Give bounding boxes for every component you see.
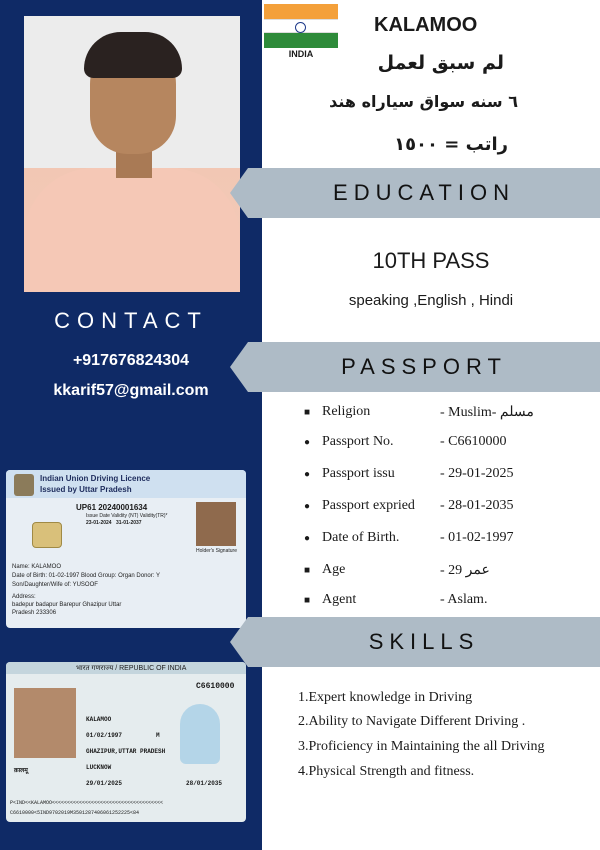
bullet-icon: ● — [304, 501, 311, 512]
passport-signature: क़ालमू — [14, 767, 28, 774]
detail-value: - 28-01-2035 — [440, 498, 514, 513]
flag-white — [264, 19, 338, 34]
chip-icon — [32, 522, 62, 548]
passport-surname: KALAMOO — [86, 716, 112, 723]
passport-dob: 01/02/1997 — [86, 732, 123, 739]
photo-hair — [84, 32, 182, 78]
licence-photo — [196, 502, 236, 546]
flag-green — [264, 33, 338, 48]
detail-label: Passport expried — [322, 498, 415, 513]
bullet-icon: ■ — [304, 565, 311, 576]
india-flag-icon — [264, 4, 338, 48]
detail-religion — [304, 404, 594, 426]
detail-passport-expiry — [304, 498, 594, 520]
licence-date-labels: Issue Date Validity (NT) Validity(TR)* — [86, 513, 168, 519]
bullet-icon: ■ — [304, 595, 311, 606]
education-banner — [248, 168, 600, 218]
licence-name: Name: KALAMOO — [12, 564, 62, 570]
urdu-line-2: ٦ سنه سواق سياراه هند — [329, 92, 518, 111]
bullet-icon: ■ — [304, 407, 311, 418]
licence-address-label: Address: — [12, 594, 36, 600]
education-heading: EDUCATION — [333, 180, 515, 205]
licence-signature-label: Holder's Signature — [196, 548, 237, 554]
passport-banner — [248, 342, 600, 392]
detail-value: - C6610000 — [440, 434, 507, 449]
skill-item: 1.Expert knowledge in Driving — [298, 690, 473, 705]
detail-value: - 29-01-2025 — [440, 466, 514, 481]
passport-header: भारत गणराज्य / REPUBLIC OF INDIA — [76, 665, 187, 672]
skill-item: 4.Physical Strength and fitness. — [298, 764, 475, 779]
languages: speaking ,English , Hindi — [348, 292, 514, 309]
skills-banner — [248, 617, 600, 667]
licence-dob: Date of Birth: 01-02-1997 Blood Group: Organ Donor: Y — [12, 573, 160, 579]
bullet-icon: ● — [304, 437, 311, 448]
licence-relation: Son/Daughter/Wife of: YUSOOF — [12, 582, 98, 588]
skills-heading: SKILLS — [368, 629, 480, 654]
flag-saffron — [264, 4, 338, 19]
contact-email[interactable]: kkarif57@gmail.com — [53, 382, 209, 399]
urdu-line-1: لم سبق لعمل — [377, 52, 504, 74]
contact-heading: CONTACT — [54, 308, 208, 333]
detail-passport-issue — [304, 466, 594, 488]
passport-image-number: C6610000 — [196, 682, 235, 691]
detail-label: Passport issu — [322, 466, 395, 481]
chakra-icon — [295, 22, 306, 33]
detail-value: - Muslim- مسلم — [440, 405, 534, 420]
licence-validity: 31-01-2037 — [116, 520, 142, 526]
passport-sex: M — [156, 732, 160, 739]
detail-value: - 29 عمر — [440, 563, 490, 578]
banner-arrow — [230, 617, 248, 667]
licence-title: Indian Union Driving Licence — [40, 474, 151, 483]
photo-shirt — [24, 168, 240, 292]
detail-value: - Aslam. — [440, 592, 488, 607]
flag-caption: INDIA — [288, 49, 314, 59]
passport-mrz-1: P<IND<<KALAMOO<<<<<<<<<<<<<<<<<<<<<<<<<<<<<<<<<<<<< — [10, 800, 164, 806]
passport-expiry-date: 28/01/2035 — [186, 780, 223, 787]
licence-issue-date: 23-01-2024 — [86, 520, 112, 526]
detail-passport-no — [304, 434, 594, 456]
banner-arrow — [230, 168, 248, 218]
licence-issuer: Issued by Uttar Pradesh — [40, 485, 132, 494]
passport-issue-date: 29/01/2025 — [86, 780, 123, 787]
detail-label: Agent — [322, 592, 357, 607]
passport-heading: PASSPORT — [341, 354, 507, 379]
education-level: 10TH PASS — [372, 248, 490, 273]
licence-address-2: Pradesh 233306 — [12, 610, 57, 616]
detail-label: Date of Birth. — [322, 530, 400, 545]
detail-agent — [304, 592, 594, 614]
detail-date-of-birth — [304, 530, 594, 552]
licence-address-1: badepur badapur Barepur Ghazipur Uttar — [12, 602, 122, 608]
banner-arrow — [230, 342, 248, 392]
skill-item: 3.Proficiency in Maintaining the all Driving — [298, 739, 545, 754]
detail-label: Age — [322, 562, 346, 577]
skill-item: 2.Ability to Navigate Different Driving . — [298, 714, 526, 729]
detail-value: - 01-02-1997 — [440, 530, 514, 545]
bullet-icon: ● — [304, 469, 311, 480]
detail-age — [304, 562, 594, 584]
profile-photo — [24, 16, 240, 292]
licence-number: UP61 20240001634 — [76, 503, 148, 512]
passport-place-of-birth: GHAZIPUR,UTTAR PRADESH — [86, 748, 166, 755]
passport-mrz-2: C6610000<5IND9702019M3501287406061252225<84 — [10, 810, 140, 816]
detail-label: Passport No. — [322, 434, 394, 449]
emblem-icon — [14, 474, 34, 496]
urdu-line-3: راتب = ١٥٠٠ — [394, 134, 508, 155]
bullet-icon: ● — [304, 533, 311, 544]
passport-photo — [14, 688, 76, 758]
passport-image — [6, 662, 246, 822]
candidate-name: KALAMOO — [374, 14, 478, 36]
driving-licence-image — [6, 470, 246, 628]
passport-ghost-photo — [180, 704, 220, 764]
detail-label: Religion — [322, 404, 371, 419]
passport-place-of-issue: LUCKNOW — [86, 764, 112, 771]
contact-phone[interactable]: +917676824304 — [72, 352, 190, 369]
